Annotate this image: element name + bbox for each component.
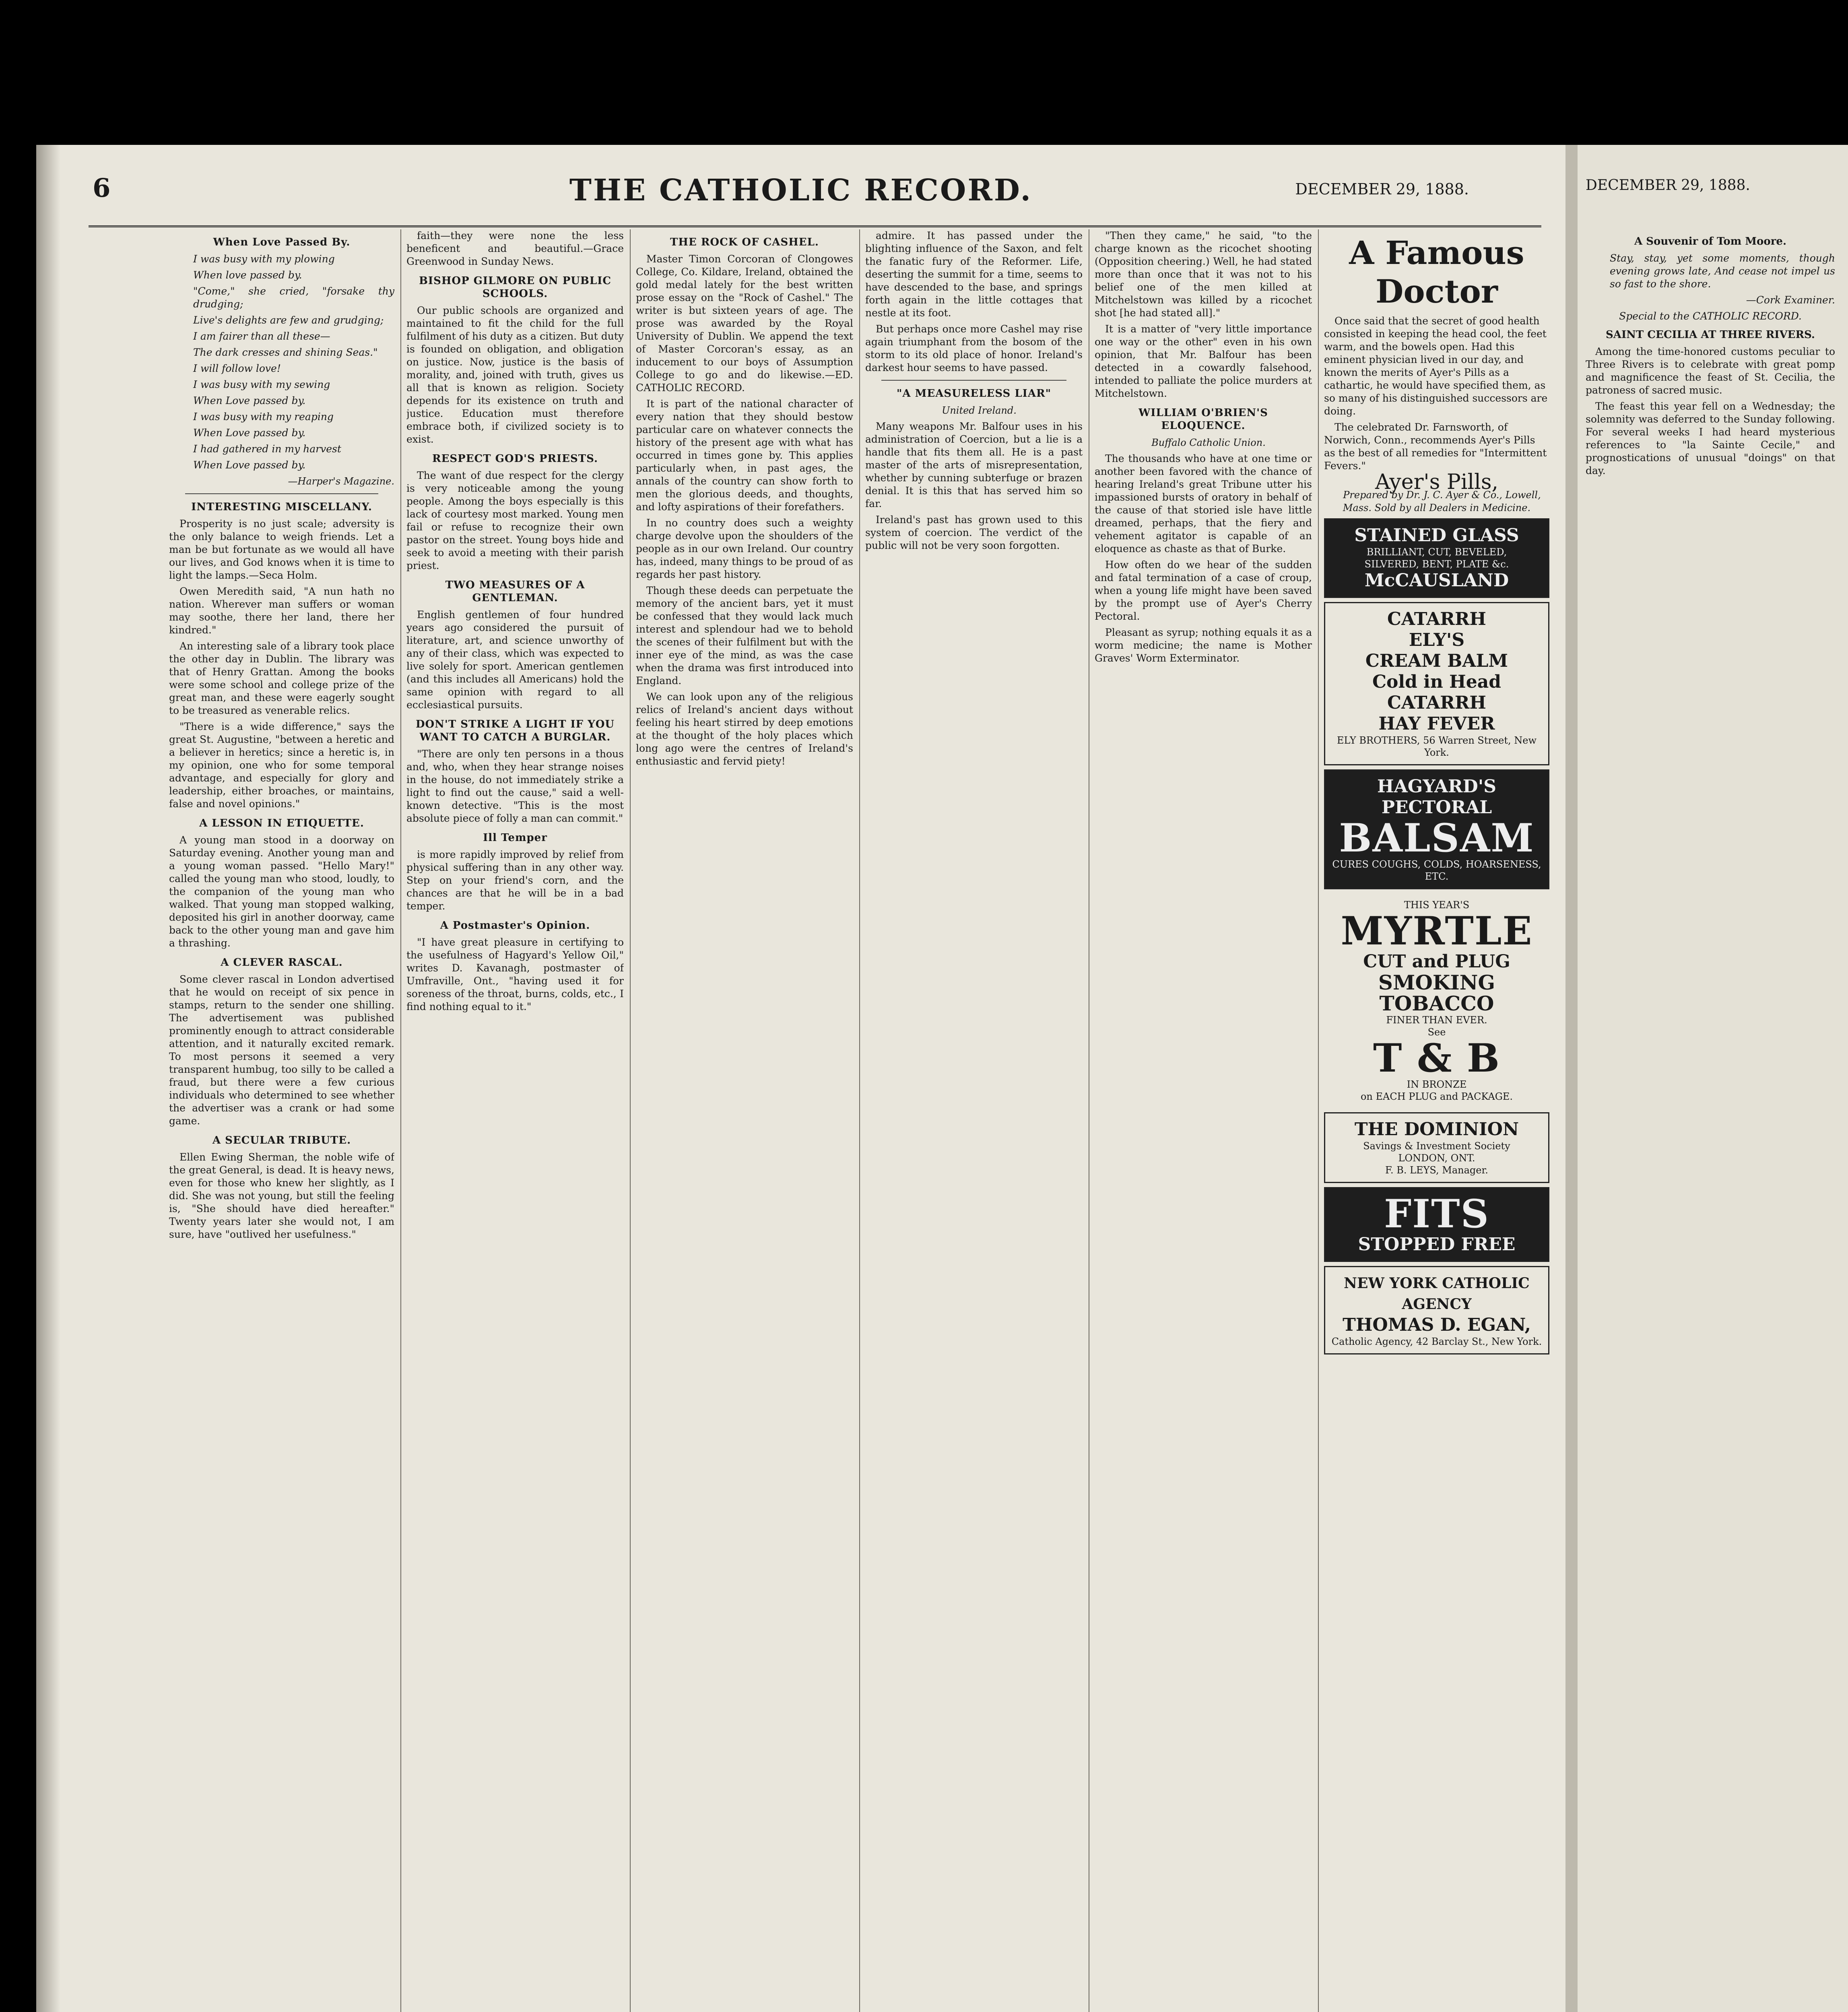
paragraph: Ellen Ewing Sherman, the noble wife of the great General, is dead. It is heavy news, even for those who knew her slightly, as I did. She was not young, but still the feeling is, "She should have died hereafter." Twenty years later she would not, I am sure, have "outlived her usefulness." [169,1151,394,1240]
section-title: A Souvenir of Tom Moore. [1634,235,1787,247]
paragraph: We can look upon any of the religious relics of Ireland's ancient days without feeling his heart stirred by deep emotions at the thought of the holy places which long ago were the centres of Ireland's enthusiastic and fervid piety! [636,691,853,767]
paragraph: Some clever rascal in London advertised that he would on receipt of six pence in stamps, return to the sender one shilling. The advertisement was published prominently enough to attract considerable attention, and it naturally excited remark. To most persons it seemed a very transparent humbug, too silly to be called a fraud, but there were a few curious individuals who determined to see whether the advertiser was a crank or had some game. [169,973,394,1127]
ad-line: CATARRH [1387,693,1486,713]
poem-line: The dark cresses and shining Seas." [193,346,378,358]
column-separator [859,229,860,2012]
section-title: THE ROCK OF CASHEL. [670,236,819,248]
poem-line: "Come," she cried, "forsake thy drudging; [193,285,394,310]
issue-date: DECEMBER 29, 1888. [1295,180,1469,198]
paragraph: Though these deeds can perpetuate the memory of the ancient bars, yet it must be confessed that they would lack much interest and splendour had we to behold the scenes of their fulfilment but with the inner eye of the mind, as was the case when the drama was first introduced into England. [636,585,853,686]
section-title: TWO MEASURES OF A GENTLEMAN. [445,579,585,604]
poem-line: I had gathered in my harvest [193,443,341,455]
section-title: A CLEVER RASCAL. [221,957,343,969]
ad-line: THIS YEAR'S [1404,899,1470,911]
ad-headline: Ayer's Pills, [1375,470,1499,494]
ad-line: T & B [1373,1035,1501,1081]
column-separator [400,229,401,2012]
ad-line: See [1427,1027,1446,1038]
poem-source: —Harper's Magazine. [288,476,394,487]
ayers-ad [1324,233,1549,311]
facing-page-column [1586,229,1835,480]
paragraph: faith—they were none the less beneficent and beautiful.—Grace Greenwood in Sunday News. [406,230,624,267]
section-title: "A MEASURELESS LIAR" [896,388,1052,400]
fits-ad [1324,1187,1549,1262]
ad-subtext: Prepared by Dr. J. C. Ayer & Co., Lowell, Mass. Sold by all Dealers in Medicine. [1343,489,1541,513]
column-2 [406,229,624,2012]
column-separator [630,229,631,2012]
ad-line: FINER THAN EVER. [1386,1014,1487,1026]
ad-line: ELY'S [1409,630,1465,650]
paragraph: The want of due respect for the clergy is very noticeable among the young people. Among the boys especially is this lack of courtesy most marked. Young men fail or refuse to recognize their own pastor on the street. Young boys hide and seek to avoid a meeting with their parish priest. [406,470,624,571]
column-4 [865,229,1083,2012]
myrtle-tobacco-ad [1324,893,1549,1108]
poem-source: —Cork Examiner. [1746,294,1835,306]
paragraph: Stay, stay, yet some moments, though evening grows late, And cease not impel us so fast to the shore. [1610,252,1835,290]
divider [881,380,1066,381]
poem-line: When Love passed by. [193,459,306,471]
poem-line: When love passed by. [193,269,302,281]
ad-line: THE DOMINION [1354,1119,1519,1140]
paragraph: English gentlemen of four hundred years ago considered the pursuit of literature, art, and science unworthy of any of their class, which was expected to live solely for sport. American gentlemen (and this includes all Americans) hold the same opinion with regard to all ecclesiastical pursuits. [406,609,624,711]
page-gutter [1565,145,1578,2012]
ad-line: MYRTLE [1341,908,1533,954]
paragraph: An interesting sale of a library took place the other day in Dublin. The library was that of Henry Grattan. Among the books were some school and college prize of the great man, and these were eagerly sought to be treasured as venerable relics. [169,640,394,716]
paragraph: "Then they came," he said, "to the charge known as the ricochet shooting (Opposition cheering.) Well, he had stated more than once that it was not to his belief one of the men killed at Mitchelstown was killed by a ricochet shot [he had stated all]." [1095,230,1312,319]
ad-line: IN BRONZE [1407,1079,1467,1090]
section-title: A SECULAR TRIBUTE. [212,1134,351,1146]
ad-line: LONDON, ONT. [1398,1152,1475,1164]
poem-title: When Love Passed By. [213,236,351,248]
paragraph: The celebrated Dr. Farnsworth, of Norwich, Conn., recommends Ayer's Pills as the best of all remedies for "Intermittent Fevers." [1324,421,1547,472]
poem-line: I was busy with my plowing [193,253,335,265]
ad-line: STOPPED FREE [1358,1234,1516,1255]
divider [185,493,378,494]
poem [169,253,394,472]
paragraph: It is a matter of "very little importance one way or the other" even in his own opinion, that Mr. Balfour has been detected in a cowardly falsehood, intended to palliate the police murders at Mitchelstown. [1095,323,1312,399]
ad-line: Catholic Agency, 42 Barclay St., New York. [1331,1336,1542,1347]
ad-line: STAINED GLASS [1354,525,1519,546]
paragraph: is more rapidly improved by relief from physical suffering than in any other way. Step on your friend's corn, and the chances are that he will be in a bad temper. [406,849,624,912]
ad-line: HAGYARD'S [1377,776,1496,797]
ad-line: BALSAM [1339,815,1534,861]
pectoral-balsam-ad [1324,769,1549,889]
poem-line: I am fairer than all these— [193,330,330,342]
section-title: SAINT CECILIA AT THREE RIVERS. [1606,329,1815,341]
poem-line: I was busy with my sewing [193,379,330,390]
poem-line: I will follow love! [193,363,281,374]
newspaper-page [36,145,1565,2012]
ad-line: HAY FEVER [1378,713,1495,734]
paragraph: admire. It has passed under the blighting influence of the Saxon, and felt the fanatic fury of the Reformer. Life, deserting the summit for a time, seems to have descended to the base, and springs forth again in the little cottages that nestle at its foot. [865,230,1083,319]
paragraph: "There are only ten persons in a thous and, who, when they hear strange noises in the house, do not immediately strike a light to find out the cause," said a well-known detective. "This is the most absolute piece of folly a man can commit." [406,748,624,824]
paragraph: "There is a wide difference," says the great St. Augustine, "between a heretic and a believer in heretics; since a heretic is, in my opinion, one who for some temporal advantage, and especially for glory and leadership, either broaches, or maintains, false and novel opinions." [169,721,394,810]
section-title: BISHOP GILMORE ON PUBLIC SCHOOLS. [419,275,612,300]
ad-line: ELY BROTHERS, 56 Warren Street, New York. [1336,735,1537,758]
ad-line: McCAUSLAND [1364,570,1509,591]
column-5 [1095,229,1312,2012]
column-separator [1318,229,1319,2012]
section-title: INTERESTING MISCELLANY. [191,501,372,513]
column-1 [169,229,394,2012]
section-source: United Ireland. [942,405,1017,416]
ad-line: CREAM BALM [1365,651,1508,671]
column-6-ads [1324,229,1549,2012]
ad-line: SILVERED, BENT, PLATE &c. [1364,559,1509,570]
ad-line: CURES COUGHS, COLDS, HOARSENESS, ETC. [1332,859,1541,882]
paragraph: But perhaps once more Cashel may rise again triumphant from the bosom of the storm to its old place of honor. Ireland's darkest hour seems to have passed. [865,323,1083,373]
paragraph: The feast this year fell on a Wednesday; the solemnity was deferred to the Sunday following. For several weeks I had heard mysterious references to "la Sainte Cecile," and prognostications of unusual "doings" on that day. [1586,400,1835,476]
paragraph: Ireland's past has grown used to this system of coercion. The verdict of the public will not be very soon forgotten. [865,514,1083,551]
ad-line: Cold in Head [1372,672,1502,692]
paragraph: How often do we hear of the sudden and fatal termination of a case of croup, when a young life might have been saved by the prompt use of Ayer's Cherry Pectoral. [1095,559,1312,622]
ad-line: F. B. LEYS, Manager. [1385,1165,1488,1176]
paragraph: In no country does such a weighty charge devolve upon the shoulders of the people as in our own Ireland. Our country has, indeed, many things to be proud of as regards her past history. [636,517,853,580]
poem-line: When Love passed by. [193,427,306,439]
stained-glass-ad [1324,518,1549,598]
ad-line: SMOKING TOBACCO [1378,971,1495,1015]
ad-line: CUT and PLUG [1363,951,1510,972]
paragraph: Many weapons Mr. Balfour uses in his administration of Coercion, but a lie is a handle that fits them all. He is a past master of the arts of misrepresentation, whether by cunning subterfuge or brazen denial. It is this that has served him so far. [865,421,1083,509]
ad-line: FITS [1384,1191,1489,1237]
catholic-agency-ad [1324,1266,1549,1354]
paragraph: Prosperity is no just scale; adversity is the only balance to weigh friends. Let a man be but fortunate as we would all have our lives, and God knows when it is time to light the lamps.—Seca Holm. [169,518,394,581]
paragraph: "I have great pleasure in certifying to the usefulness of Hagyard's Yellow Oil," writes D. Kavanagh, postmaster of Umfraville, Ont., "having used it for soreness of the throat, burns, colds, etc., I find nothing equal to it." [406,936,624,1012]
catarrh-ad [1324,602,1549,765]
section-title: DON'T STRIKE A LIGHT IF YOU WANT TO CATCH A BURGLAR. [415,718,615,743]
ad-line: THOMAS D. EGAN, [1343,1315,1531,1335]
ad-headline: A Famous Doctor [1349,234,1524,310]
ad-line: BRILLIANT, CUT, BEVELED, [1366,546,1507,558]
ad-line: CATARRH [1387,609,1486,629]
ad-line: NEW YORK CATHOLIC AGENCY [1344,1275,1530,1313]
dominion-savings-ad [1324,1112,1549,1183]
paragraph: Once said that the secret of good health consisted in keeping the head cool, the feet warm, and the bowels open. Had this eminent physician lived in our day, and known the merits of Ayer's Pills as a cathartic, he would have specified them, as so many of his distinguished successors are doing. [1324,315,1548,417]
paragraph: Pleasant as syrup; nothing equals it as a worm medicine; the name is Mother Graves' Worm Exterminator. [1095,627,1312,664]
section-title: RESPECT GOD'S PRIESTS. [432,453,598,465]
page-edge-shadow [36,145,60,2012]
paragraph: Among the time-honored customs peculiar to Three Rivers is to celebrate with great pomp and magnificence the feast of St. Cecilia, the patroness of sacred music. [1586,346,1835,396]
paragraph: A young man stood in a doorway on Saturday evening. Another young man and a young woman passed. "Hello Mary!" called the young man who stood, loudly, to the companion of the young man who walked. That young man stopped walking, deposited his girl in another doorway, came back to the other young man and gave him a thrashing. [169,834,394,949]
page-number: 6 [93,173,111,203]
section-source: Special to the CATHOLIC RECORD. [1619,310,1802,322]
masthead-rule [89,225,1541,227]
paragraph: Owen Meredith said, "A nun hath no nation. Wherever man suffers or woman may soothe, there her land, there her kindred." [169,585,394,636]
section-title: A LESSON IN ETIQUETTE. [199,817,364,829]
paragraph: The thousands who have at one time or another been favored with the chance of hearing Ireland's great Tribune utter his impassioned bursts of oratory in behalf of the cause of that storied isle have little dreamed, perhaps, that the fiery and vehement agitator is capable of an eloquence as chaste as that of Burke. [1095,453,1312,555]
facing-page-date: DECEMBER 29, 1888. [1586,177,1750,194]
poem-line: I was busy with my reaping [193,411,334,423]
section-title: Ill Temper [483,832,547,844]
paper-title: THE CATHOLIC RECORD. [569,173,1033,208]
ad-line: PECTORAL [1381,797,1492,818]
poem-line: When Love passed by. [193,395,306,406]
paragraph: It is part of the national character of every nation that they should bestow particular care on whatever connects the history of the present age with what has occurred in times gone by. This applies particularly when, in past ages, the annals of the country can show forth to men the glorious deeds, and thoughts, and lofty aspirations of their forefathers. [636,398,853,513]
section-title: A Postmaster's Opinion. [440,919,590,932]
ad-line: on EACH PLUG and PACKAGE. [1360,1091,1513,1102]
paragraph: Our public schools are organized and maintained to fit the child for the full fulfilment of his duty as a citizen. But duty is founded on obligation, and obligation on justice. Now, justice is the basis of morality, and, joined with truth, gives us all that is known as religion. Society depends for its existence on truth and justice. Education must therefore embrace both, if civilized society is to exist. [406,305,624,445]
section-source: Buffalo Catholic Union. [1151,437,1266,448]
paragraph: Master Timon Corcoran of Clongowes College, Co. Kildare, Ireland, obtained the gold medal lately for the best written prose essay on the "Rock of Cashel." The writer is but sixteen years of age. The prose was awarded by the Royal University of Dublin. We append the text of Master Corcoran's essay, as an inducement to our boys of Assumption College to go and do likewise.—ED. CATHOLIC RECORD. [636,253,853,394]
masthead [36,173,1565,217]
column-3 [636,229,853,2012]
facing-page [1578,145,1848,2012]
ad-line: Savings & Investment Society [1363,1140,1510,1152]
section-title: WILLIAM O'BRIEN'S ELOQUENCE. [1138,407,1268,432]
poem-line: Live's delights are few and grudging; [193,314,384,326]
